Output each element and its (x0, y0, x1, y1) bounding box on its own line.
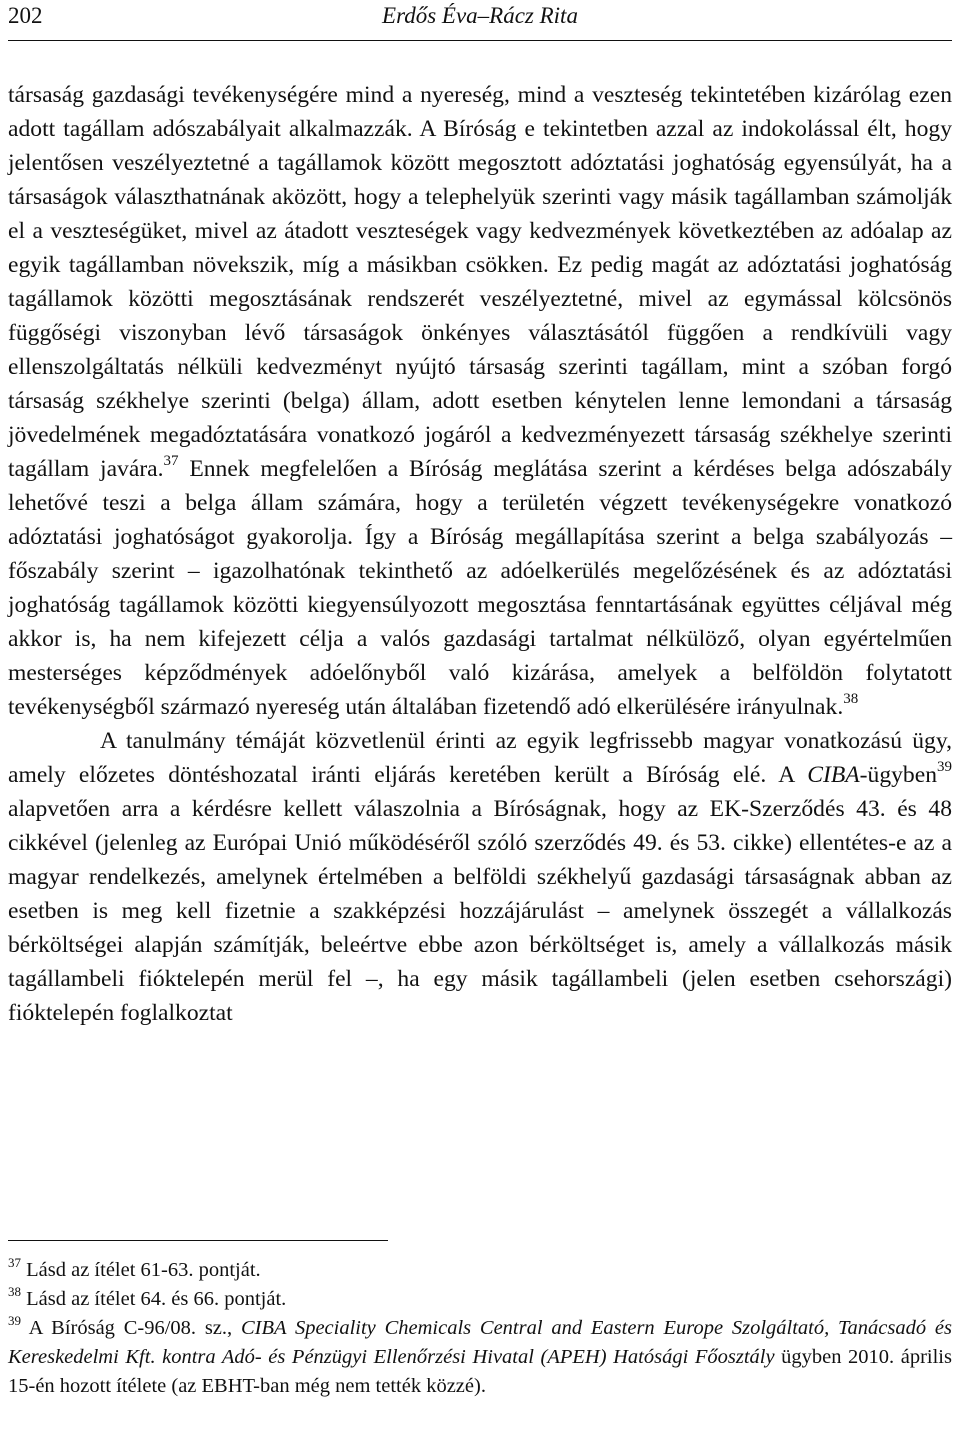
case-name: CIBA (807, 762, 860, 788)
paragraph-2-text: A tanulmány témáját közvetlenül érinti az egyik legfrissebb magyar vonatkozású ügy, amely előzetes döntéshozatal iránti eljárás keretében került a Bíróság elé. A (8, 728, 952, 788)
running-header (8, 0, 952, 32)
body-text (8, 78, 952, 1030)
footnote-text: A Bíróság C-96/08. sz., (28, 1317, 241, 1339)
paragraph-1-text: társaság gazdasági tevékenységére mind a nyereség, mind a veszteség tekintetében kizárólag ezen adott tagállam adószabályait alkalmazzák. A Bíróság e tekintetben azzal az indokolással élt, hogy jelentősen veszélyeztetné a tagállamok között megosztott adóztatási joghatóság egyensúlyát, ha a társaságok választhatnának aközött, hogy a telephelyük szerinti vagy másik tagállamban számolják el a veszteségüket, mivel az átadott veszteségek vagy kedvezmények következtében az adóalap az egyik tagállamban növekszik, míg a másikban csökken. Ez pedig magát az adóztatási joghatóság tagállamok közötti megosztásának rendszerét veszélyeztetné, mivel az egymással kölcsönös függőségi viszonyban lévő társaságok önkényes választásától függően a rendkívüli vagy ellenszolgáltatás nélküli kedvezményt nyújtó társaság szerinti tagállam, mint a szóban forgó társaság székhelye szerinti (belga) állam, adott esetben kénytelen lenne lemondani a társaság jövedelmének megadóztatására vonatkozó jogáról a kedvezményezett társaság székhelye szerinti tagállam javára. (8, 82, 952, 482)
footnote-number: 39 (8, 1313, 21, 1329)
footnote-text: Lásd az ítélet 61-63. pontját. (26, 1259, 261, 1281)
footnote-text-end: ügyben 2010. április 15-én hozott ítélete (az EBHT-ban még nem tették közzé). (8, 1346, 952, 1397)
footnote-38 (8, 1285, 952, 1314)
paragraph-2-suffix: -ügyben (859, 762, 937, 788)
paragraph-2 (8, 724, 952, 1030)
footnote-ref-38[interactable]: 38 (843, 691, 859, 708)
footnote-case-title: CIBA Speciality Chemicals Central and Eastern Europe Szolgáltató, Tanácsadó és Kereskedelmi Kft. kontra Adó- és Pénzügyi Ellenőrzési Hivatal (APEH) Hatósági Főosztály (8, 1317, 953, 1368)
footnote-text: Lásd az ítélet 64. és 66. pontját. (26, 1288, 287, 1310)
footnote-number: 37 (8, 1255, 21, 1271)
header-rule (8, 40, 952, 41)
paragraph-1 (8, 78, 952, 724)
footnote-ref-39[interactable]: 39 (937, 759, 952, 776)
footnotes (8, 1256, 952, 1401)
footnote-37 (8, 1256, 952, 1285)
paragraph-1-continued: Ennek megfelelően a Bíróság meglátása szerint a kérdéses belga adószabály lehetővé teszi a belga állam számára, hogy a területén végzett tevékenységekre vonatkozó adóztatási joghatóságot gyakorolja. Így a Bíróság megállapítása szerint a belga szabályozás – főszabály szerint – igazolhatónak tekinthető az adóelkerülés megelőzésének és az adóztatási joghatóság tagállamok közötti kiegyensúlyozott megosztása fenntartásának együttes céljával még akkor is, ha nem kifejezett célja a valós gazdasági tartalmat nélkülöző, olyan egyértelműen mesterséges képződmények adóelőnyből való kizárása, amelyek a belföldön folytatott tevékenységből származó nyereség után általában fizetendő adó elkerülésére irányulnak. (8, 456, 952, 720)
footnote-number: 38 (8, 1284, 21, 1300)
paragraph-2-continued: alapvetően arra a kérdésre kellett válaszolnia a Bíróságnak, hogy az EK-Szerződés 43. és 48 cikkével (jelenleg az Európai Unió működéséről szóló szerződés 49. és 53. cikke) ellentétes-e az a magyar rendelkezés, amelynek értelmében a belföldi székhelyű gazdasági társaságnak abban az esetben is meg kell fizetnie a szakképzési hozzájárulást – amelynek összegét a vállalkozás bérköltségei alapján számítják, beleértve ebbe azon bérköltséget is, amely a vállalkozás másik tagállambeli fióktelepén merül fel –, ha egy másik tagállambeli (jelen esetben csehországi) fióktelepén foglalkoztat (8, 796, 952, 1026)
footnote-separator (8, 1240, 388, 1241)
page-number: 202 (8, 3, 43, 28)
footnote-39 (8, 1314, 952, 1401)
footnote-ref-37[interactable]: 37 (163, 453, 179, 470)
header-authors: Erdős Éva–Rácz Rita (382, 3, 578, 28)
